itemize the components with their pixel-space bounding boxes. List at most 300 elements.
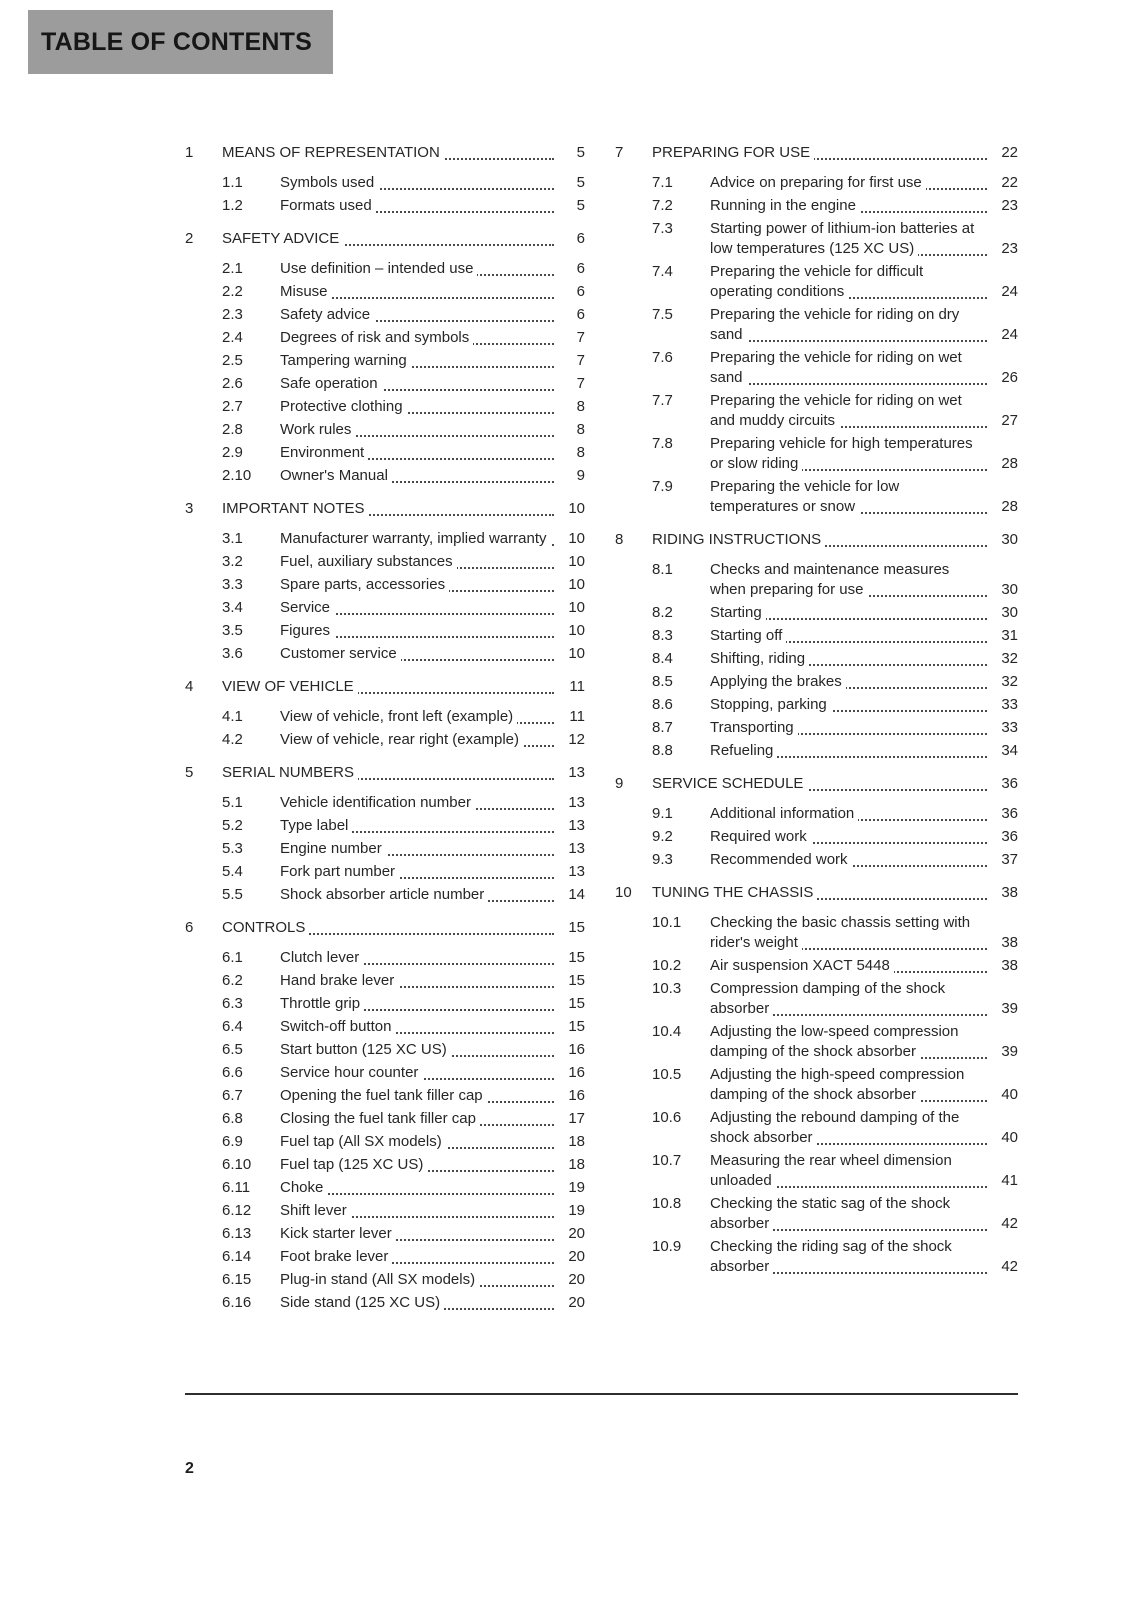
- entry-number: 3.4: [222, 599, 243, 616]
- entry-page-number: 30: [988, 603, 1018, 623]
- toc-entry-row: [185, 397, 585, 417]
- entry-page-number: 7: [555, 328, 585, 348]
- entry-page-number: 9: [555, 466, 585, 486]
- entry-title: Owner's Manual: [280, 467, 392, 484]
- entry-number: 9.3: [652, 851, 673, 868]
- section-title: SERIAL NUMBERS: [222, 764, 358, 781]
- entry-number: 3.1: [222, 530, 243, 547]
- entry-number: 6.1: [222, 949, 243, 966]
- entry-number: 7.1: [652, 174, 673, 191]
- entry-title: Fork part number: [280, 863, 399, 880]
- entry-title-leader: [280, 644, 555, 664]
- entry-page-number: 14: [555, 885, 585, 905]
- entry-title: Service: [280, 599, 334, 616]
- entry-number: 8.6: [652, 696, 673, 713]
- entry-number: 8.3: [652, 627, 673, 644]
- entry-title-leader: [710, 173, 988, 193]
- toc-entry-row: [185, 328, 585, 348]
- section-page-number: 38: [988, 883, 1018, 903]
- toc-entry-row: [185, 305, 585, 325]
- toc-entry-row: [185, 443, 585, 463]
- entry-title: Preparing the vehicle for riding on wet and muddy circuits: [710, 392, 962, 429]
- entry-title-leader: [280, 259, 555, 279]
- entry-page-number: 13: [555, 816, 585, 836]
- entry-title: Formats used: [280, 197, 376, 214]
- entry-number: 2.7: [222, 398, 243, 415]
- entry-number: 6.6: [222, 1064, 243, 1081]
- entry-page-number: 23: [988, 196, 1018, 216]
- toc-entry-row: [615, 913, 1018, 953]
- entry-title: Fuel tap (All SX models): [280, 1133, 446, 1150]
- entry-number: 8.1: [652, 561, 673, 578]
- toc-entry-row: [615, 626, 1018, 646]
- entry-title: Required work: [710, 828, 811, 845]
- section-number: 6: [185, 919, 194, 936]
- entry-title: Air suspension XACT 5448: [710, 957, 894, 974]
- entry-title: Foot brake lever: [280, 1248, 392, 1265]
- entry-title-leader: [280, 707, 555, 727]
- entry-number: 6.5: [222, 1041, 243, 1058]
- entry-page-number: 10: [555, 621, 585, 641]
- entry-title: Start button (125 XC US): [280, 1041, 451, 1058]
- entry-title: Recommended work: [710, 851, 852, 868]
- entry-title: Service hour counter: [280, 1064, 422, 1081]
- entry-title-leader: [710, 196, 988, 216]
- section-number: 3: [185, 500, 194, 517]
- entry-title-leader: [710, 1065, 988, 1105]
- entry-number: 6.14: [222, 1248, 252, 1265]
- entry-title-leader: [280, 621, 555, 641]
- entry-title: Preparing the vehicle for riding on wet sand: [710, 349, 962, 386]
- entry-page-number: 5: [555, 196, 585, 216]
- section-title: SAFETY ADVICE: [222, 230, 343, 247]
- entry-title-leader: [280, 1247, 555, 1267]
- entry-title: Adjusting the rebound damping of the shock absorber: [710, 1109, 960, 1146]
- entry-title-leader: [710, 603, 988, 623]
- section-number: 9: [615, 775, 624, 792]
- entry-title-leader: [280, 1178, 555, 1198]
- entry-title: Applying the brakes: [710, 673, 846, 690]
- entry-title-leader: [710, 477, 988, 517]
- entry-title-leader: [710, 348, 988, 388]
- entry-title: Preparing the vehicle for low temperatures or snow: [710, 478, 900, 515]
- entry-title: Opening the fuel tank filler cap: [280, 1087, 487, 1104]
- toc-entry-row: [615, 434, 1018, 474]
- entry-title: Hand brake lever: [280, 972, 398, 989]
- section-page-number: 22: [988, 143, 1018, 163]
- entry-title: Closing the fuel tank filler cap: [280, 1110, 480, 1127]
- entry-title-leader: [280, 971, 555, 991]
- entry-title-leader: [280, 1132, 555, 1152]
- entry-number: 9.1: [652, 805, 673, 822]
- entry-page-number: 37: [988, 850, 1018, 870]
- entry-number: 4.2: [222, 731, 243, 748]
- entry-title: Advice on preparing for first use: [710, 174, 926, 191]
- entry-title-leader: [710, 1151, 988, 1191]
- toc-content: [185, 130, 1018, 1316]
- entry-page-number: 16: [555, 1063, 585, 1083]
- entry-title: Use definition – intended use: [280, 260, 477, 277]
- entry-title: Preparing vehicle for high temperatures or slow riding: [710, 435, 973, 472]
- toc-section-row: [615, 774, 1018, 794]
- entry-number: 6.13: [222, 1225, 252, 1242]
- entry-title-leader: [710, 913, 988, 953]
- entry-title-leader: [710, 695, 988, 715]
- toc-entry-row: [615, 649, 1018, 669]
- entry-title: Customer service: [280, 645, 401, 662]
- entry-title-leader: [710, 391, 988, 431]
- entry-page-number: 27: [988, 411, 1018, 431]
- toc-section-row: [615, 883, 1018, 903]
- entry-number: 7.8: [652, 435, 673, 452]
- toc-entry-row: [615, 956, 1018, 976]
- toc-entry-row: [185, 1132, 585, 1152]
- entry-title-leader: [710, 649, 988, 669]
- section-title: SERVICE SCHEDULE: [652, 775, 807, 792]
- entry-number: 6.8: [222, 1110, 243, 1127]
- entry-title-leader: [710, 672, 988, 692]
- section-title-leader: [222, 499, 555, 519]
- toc-entry-row: [615, 1022, 1018, 1062]
- toc-entry-row: [615, 741, 1018, 761]
- entry-title: Tampering warning: [280, 352, 411, 369]
- entry-title: Degrees of risk and symbols: [280, 329, 473, 346]
- section-title: PREPARING FOR USE: [652, 144, 814, 161]
- toc-entry-row: [185, 1017, 585, 1037]
- entry-page-number: 28: [988, 454, 1018, 474]
- toc-entry-row: [185, 948, 585, 968]
- entry-page-number: 13: [555, 862, 585, 882]
- toc-entry-row: [185, 598, 585, 618]
- entry-title-leader: [710, 804, 988, 824]
- entry-page-number: 31: [988, 626, 1018, 646]
- entry-title: Plug-in stand (All SX models): [280, 1271, 479, 1288]
- section-page-number: 15: [555, 918, 585, 938]
- toc-entry-row: [615, 196, 1018, 216]
- toc-section-row: [185, 143, 585, 163]
- entry-title: Starting power of lithium-ion batteries at low temperatures (125 XC US): [710, 220, 975, 257]
- entry-page-number: 15: [555, 948, 585, 968]
- toc-entry-row: [615, 695, 1018, 715]
- entry-number: 8.5: [652, 673, 673, 690]
- entry-page-number: 32: [988, 649, 1018, 669]
- footer-divider: [185, 1393, 1018, 1395]
- entry-number: 10.4: [652, 1023, 682, 1040]
- entry-title-leader: [280, 443, 555, 463]
- entry-title-leader: [710, 560, 988, 600]
- toc-entry-row: [615, 1065, 1018, 1105]
- entry-title: Checking the riding sag of the shock absorber: [710, 1238, 952, 1275]
- entry-title: Refueling: [710, 742, 777, 759]
- section-title: RIDING INSTRUCTIONS: [652, 531, 825, 548]
- entry-number: 2.4: [222, 329, 243, 346]
- entry-number: 8.2: [652, 604, 673, 621]
- entry-page-number: 8: [555, 420, 585, 440]
- entry-title-leader: [280, 816, 555, 836]
- entry-number: 6.7: [222, 1087, 243, 1104]
- entry-number: 10.7: [652, 1152, 682, 1169]
- toc-entry-row: [185, 1201, 585, 1221]
- entry-title-leader: [710, 741, 988, 761]
- section-number: 1: [185, 144, 194, 161]
- entry-number: 3.3: [222, 576, 243, 593]
- entry-number: 10.1: [652, 914, 682, 931]
- entry-title: Adjusting the high-speed compression damping of the shock absorber: [710, 1066, 965, 1103]
- entry-number: 10.6: [652, 1109, 682, 1126]
- entry-title-leader: [280, 173, 555, 193]
- entry-title-leader: [710, 626, 988, 646]
- entry-title: Switch-off button: [280, 1018, 395, 1035]
- entry-page-number: 20: [555, 1224, 585, 1244]
- toc-entry-row: [615, 1194, 1018, 1234]
- toc-entry-row: [185, 529, 585, 549]
- entry-number: 7.2: [652, 197, 673, 214]
- entry-page-number: 15: [555, 971, 585, 991]
- entry-page-number: 6: [555, 259, 585, 279]
- entry-title: Checking the basic chassis setting with rider's weight: [710, 914, 971, 951]
- section-title-leader: [222, 763, 555, 783]
- entry-number: 7.6: [652, 349, 673, 366]
- entry-page-number: 15: [555, 994, 585, 1014]
- entry-number: 7.9: [652, 478, 673, 495]
- entry-title: Work rules: [280, 421, 355, 438]
- toc-entry-row: [185, 173, 585, 193]
- entry-page-number: 11: [555, 707, 585, 727]
- entry-title: Engine number: [280, 840, 386, 857]
- section-page-number: 11: [555, 677, 585, 697]
- entry-title: Adjusting the low-speed compression damping of the shock absorber: [710, 1023, 959, 1060]
- entry-title-leader: [280, 552, 555, 572]
- toc-entry-row: [185, 1063, 585, 1083]
- entry-title-leader: [280, 351, 555, 371]
- entry-title: Compression damping of the shock absorber: [710, 980, 946, 1017]
- entry-title: Choke: [280, 1179, 327, 1196]
- entry-page-number: 42: [988, 1214, 1018, 1234]
- entry-page-number: 28: [988, 497, 1018, 517]
- entry-number: 2.10: [222, 467, 252, 484]
- toc-entry-row: [615, 827, 1018, 847]
- entry-title: Fuel, auxiliary substances: [280, 553, 457, 570]
- section-page-number: 36: [988, 774, 1018, 794]
- entry-title: Safety advice: [280, 306, 374, 323]
- section-title: VIEW OF VEHICLE: [222, 678, 358, 695]
- toc-entry-row: [615, 1151, 1018, 1191]
- entry-page-number: 12: [555, 730, 585, 750]
- entry-number: 2.9: [222, 444, 243, 461]
- toc-entry-row: [185, 1293, 585, 1313]
- entry-page-number: 16: [555, 1086, 585, 1106]
- entry-number: 4.1: [222, 708, 243, 725]
- entry-page-number: 6: [555, 305, 585, 325]
- section-title-leader: [222, 677, 555, 697]
- entry-page-number: 22: [988, 173, 1018, 193]
- entry-number: 1.1: [222, 174, 243, 191]
- section-title-leader: [652, 774, 988, 794]
- toc-entry-row: [185, 575, 585, 595]
- entry-number: 6.10: [222, 1156, 252, 1173]
- entry-title: Measuring the rear wheel dimension unloaded: [710, 1152, 952, 1189]
- entry-number: 3.5: [222, 622, 243, 639]
- entry-page-number: 10: [555, 552, 585, 572]
- entry-title-leader: [710, 979, 988, 1019]
- entry-page-number: 38: [988, 933, 1018, 953]
- entry-page-number: 36: [988, 804, 1018, 824]
- entry-number: 10.8: [652, 1195, 682, 1212]
- entry-page-number: 10: [555, 598, 585, 618]
- entry-number: 5.3: [222, 840, 243, 857]
- entry-number: 6.16: [222, 1294, 252, 1311]
- entry-number: 8.8: [652, 742, 673, 759]
- entry-title-leader: [280, 328, 555, 348]
- entry-number: 3.6: [222, 645, 243, 662]
- toc-entry-row: [185, 885, 585, 905]
- toc-entry-row: [615, 560, 1018, 600]
- toc-section-row: [185, 763, 585, 783]
- entry-title-leader: [280, 1201, 555, 1221]
- section-title: IMPORTANT NOTES: [222, 500, 369, 517]
- entry-number: 10.2: [652, 957, 682, 974]
- entry-number: 6.9: [222, 1133, 243, 1150]
- footer-page-number: 2: [185, 1460, 194, 1477]
- entry-title-leader: [710, 850, 988, 870]
- section-page-number: 30: [988, 530, 1018, 550]
- section-number: 7: [615, 144, 624, 161]
- toc-entry-row: [185, 816, 585, 836]
- entry-title-leader: [280, 1040, 555, 1060]
- entry-title: Starting: [710, 604, 766, 621]
- entry-title: Misuse: [280, 283, 332, 300]
- entry-number: 2.5: [222, 352, 243, 369]
- section-page-number: 5: [555, 143, 585, 163]
- entry-page-number: 19: [555, 1201, 585, 1221]
- entry-number: 2.3: [222, 306, 243, 323]
- toc-entry-row: [615, 262, 1018, 302]
- entry-title-leader: [280, 885, 555, 905]
- entry-page-number: 24: [988, 282, 1018, 302]
- entry-number: 6.11: [222, 1179, 251, 1196]
- entry-title-leader: [280, 529, 555, 549]
- entry-number: 7.5: [652, 306, 673, 323]
- entry-title: Environment: [280, 444, 368, 461]
- entry-number: 6.12: [222, 1202, 252, 1219]
- entry-title-leader: [280, 1109, 555, 1129]
- section-page-number: 6: [555, 229, 585, 249]
- toc-entry-row: [185, 839, 585, 859]
- entry-number: 2.8: [222, 421, 243, 438]
- entry-title-leader: [710, 956, 988, 976]
- toc-entry-row: [185, 466, 585, 486]
- entry-title-leader: [280, 1155, 555, 1175]
- entry-number: 2.6: [222, 375, 243, 392]
- entry-title-leader: [280, 994, 555, 1014]
- entry-page-number: 10: [555, 575, 585, 595]
- toc-entry-row: [185, 644, 585, 664]
- toc-section-row: [185, 499, 585, 519]
- toc-entry-row: [185, 196, 585, 216]
- entry-page-number: 18: [555, 1132, 585, 1152]
- entry-title: Running in the engine: [710, 197, 860, 214]
- toc-entry-row: [185, 1155, 585, 1175]
- toc-entry-row: [615, 173, 1018, 193]
- entry-page-number: 18: [555, 1155, 585, 1175]
- entry-number: 7.4: [652, 263, 673, 280]
- entry-page-number: 7: [555, 351, 585, 371]
- section-title-leader: [222, 229, 555, 249]
- entry-page-number: 39: [988, 999, 1018, 1019]
- entry-title: Side stand (125 XC US): [280, 1294, 444, 1311]
- entry-number: 8.4: [652, 650, 673, 667]
- entry-page-number: 15: [555, 1017, 585, 1037]
- section-number: 10: [615, 884, 632, 901]
- entry-title-leader: [280, 466, 555, 486]
- entry-page-number: 13: [555, 839, 585, 859]
- entry-page-number: 33: [988, 695, 1018, 715]
- toc-entry-row: [185, 282, 585, 302]
- entry-title-leader: [710, 262, 988, 302]
- entry-number: 1.2: [222, 197, 243, 214]
- entry-title-leader: [710, 1022, 988, 1062]
- entry-page-number: 16: [555, 1040, 585, 1060]
- section-page-number: 10: [555, 499, 585, 519]
- toc-entry-row: [615, 477, 1018, 517]
- section-title: TUNING THE CHASSIS: [652, 884, 817, 901]
- toc-entry-row: [185, 862, 585, 882]
- entry-number: 8.7: [652, 719, 673, 736]
- toc-section-row: [185, 677, 585, 697]
- page-header-box: [28, 10, 333, 74]
- toc-entry-row: [185, 971, 585, 991]
- entry-page-number: 8: [555, 443, 585, 463]
- entry-title: Figures: [280, 622, 334, 639]
- entry-title: Safe operation: [280, 375, 382, 392]
- entry-number: 7.3: [652, 220, 673, 237]
- entry-page-number: 19: [555, 1178, 585, 1198]
- entry-title: Manufacturer warranty, implied warranty: [280, 530, 550, 547]
- section-title: CONTROLS: [222, 919, 309, 936]
- entry-page-number: 40: [988, 1085, 1018, 1105]
- entry-number: 6.4: [222, 1018, 243, 1035]
- entry-title-leader: [280, 793, 555, 813]
- toc-entry-row: [185, 1224, 585, 1244]
- entry-title-leader: [710, 1237, 988, 1277]
- entry-page-number: 38: [988, 956, 1018, 976]
- entry-title-leader: [280, 730, 555, 750]
- toc-entry-row: [185, 1178, 585, 1198]
- toc-column-left: [185, 130, 585, 1316]
- toc-entry-row: [615, 804, 1018, 824]
- section-title: MEANS OF REPRESENTATION: [222, 144, 444, 161]
- toc-section-row: [615, 143, 1018, 163]
- toc-entry-row: [185, 1086, 585, 1106]
- entry-number: 7.7: [652, 392, 673, 409]
- entry-title-leader: [710, 718, 988, 738]
- entry-title-leader: [280, 1017, 555, 1037]
- toc-entry-row: [185, 552, 585, 572]
- entry-page-number: 8: [555, 397, 585, 417]
- entry-title-leader: [280, 1086, 555, 1106]
- entry-title-leader: [710, 1194, 988, 1234]
- section-number: 5: [185, 764, 194, 781]
- entry-title: Transporting: [710, 719, 798, 736]
- entry-page-number: 33: [988, 718, 1018, 738]
- entry-title: Starting off: [710, 627, 786, 644]
- entry-number: 10.5: [652, 1066, 682, 1083]
- entry-title: Shifting, riding: [710, 650, 809, 667]
- toc-section-row: [185, 918, 585, 938]
- entry-page-number: 20: [555, 1293, 585, 1313]
- entry-title-leader: [710, 827, 988, 847]
- entry-title-leader: [280, 397, 555, 417]
